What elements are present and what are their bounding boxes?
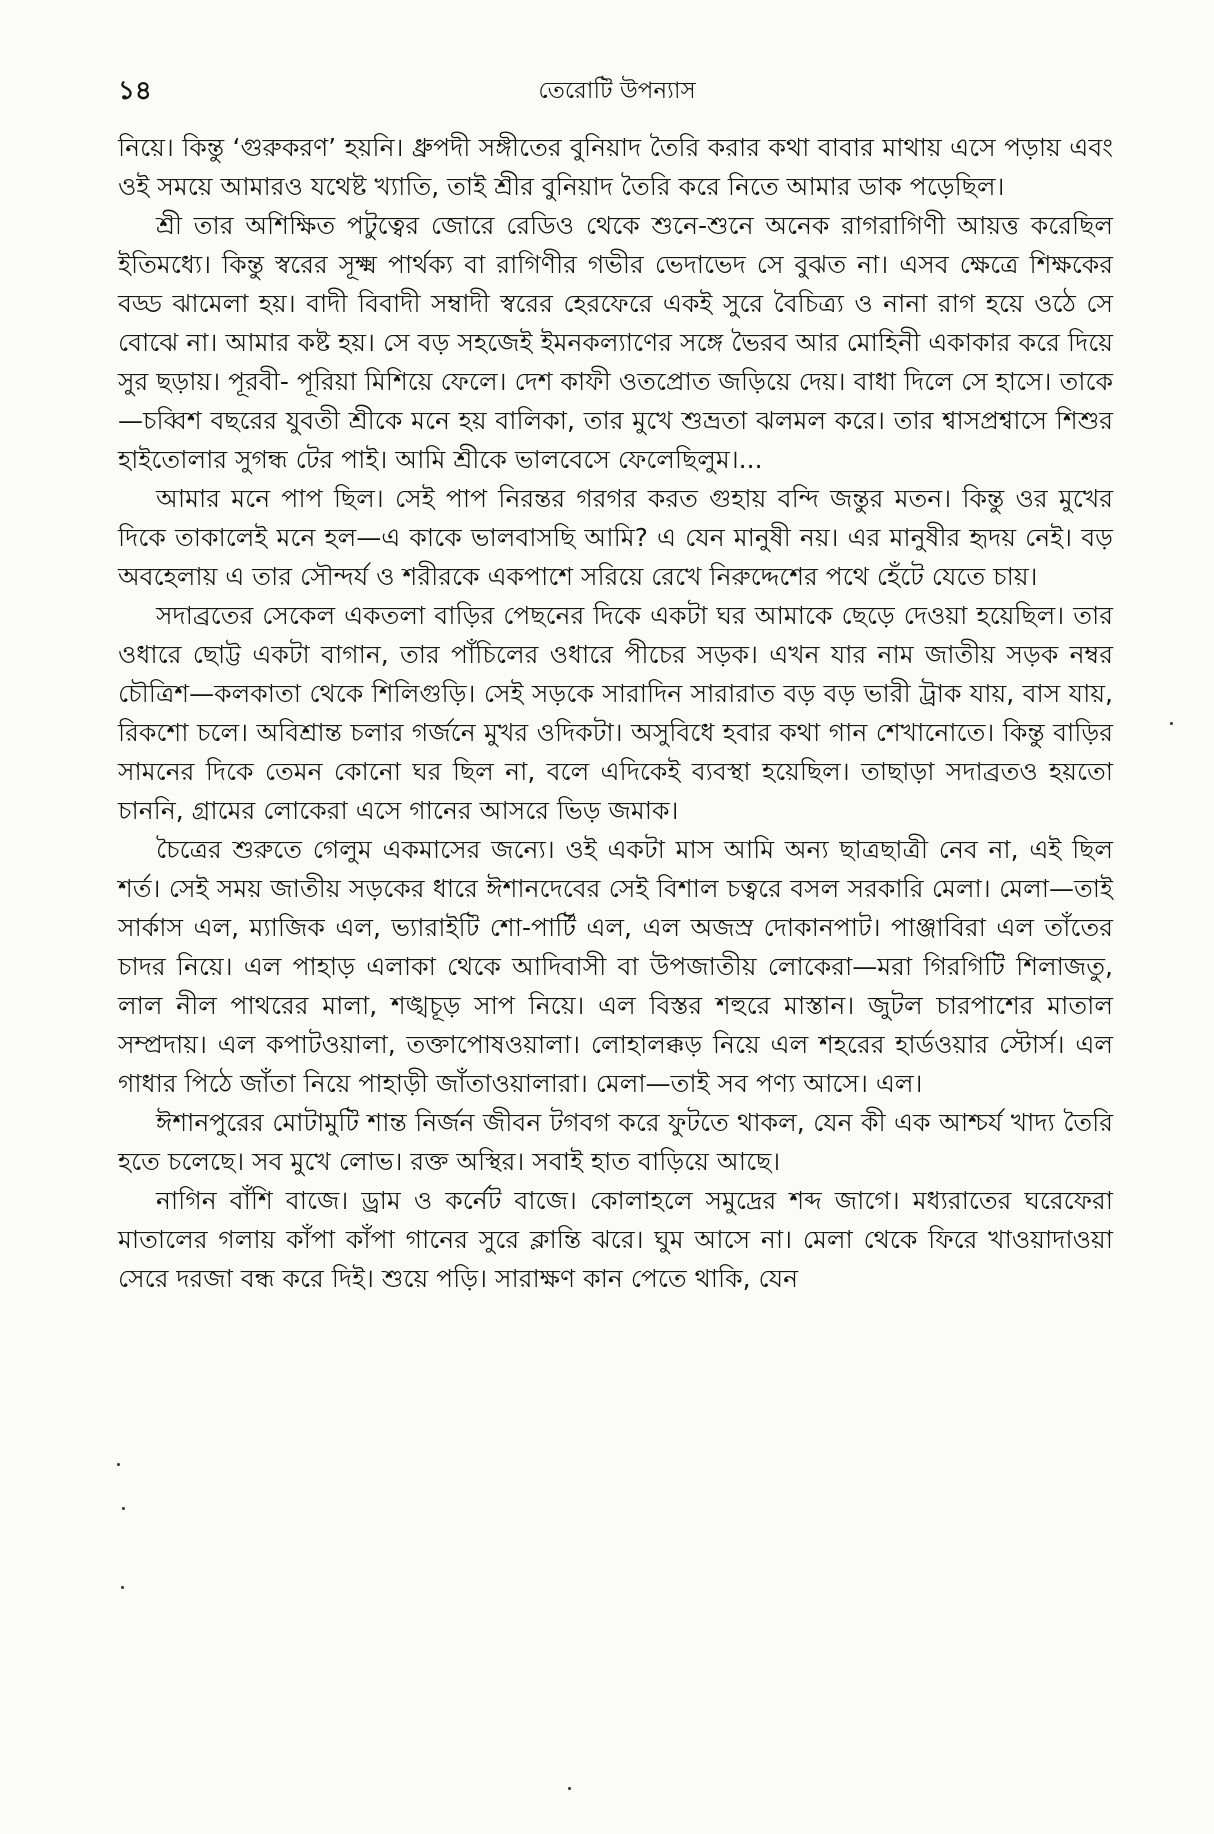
paragraph: নিয়ে। কিন্তু ‘গুরুকরণ’ হয়নি। ধ্রুপদী সঙ্গীতের বুনিয়াদ তৈরি করার কথা বাবার মাথায় এসে পড়ায় এবং ওই সময়ে আমারও যথেষ্ট খ্যাতি, তাই শ্রীর বুনিয়াদ তৈরি করে নিতে আমার ডাক পড়েছিল। bbox=[118, 133, 1113, 201]
paragraph: নাগিন বাঁশি বাজে। ড্রাম ও কর্নেট বাজে। কোলাহলে সমুদ্রের শব্দ জাগে। মধ্যরাতের ঘরেফেরা মাতালের গলায় কাঁপা কাঁপা গানের সুরে ক্লান্তি ঝরে। ঘুম আসে না। মেলা থেকে ফিরে খাওয়াদাওয়া সেরে দরজা বন্ধ করে দিই। শুয়ে পড়ি। সারাক্ষণ কান পেতে থাকি, যেন bbox=[118, 1186, 1113, 1293]
paper-speck bbox=[122, 1507, 125, 1510]
paragraph: ঈশানপুরের মোটামুটি শান্ত নির্জন জীবন টগবগ করে ফুটতে থাকল, যেন কী এক আশ্চর্য খাদ্য তৈরি হতে চলেছে। সব মুখে লোভ। রক্ত অস্থির। সবাই হাত বাড়িয়ে আছে। bbox=[118, 1108, 1113, 1176]
paper-speck bbox=[121, 1586, 124, 1589]
body-text bbox=[118, 128, 1113, 1298]
running-title: তেরোটি উপন্যাস bbox=[538, 78, 696, 104]
paragraph: চৈত্রের শুরুতে গেলুম একমাসের জন্যে। ওই একটা মাস আমি অন্য ছাত্রছাত্রী নেব না, এই ছিল শর্ত। সেই সময় জাতীয় সড়কের ধারে ঈশানদেবের সেই বিশাল চত্বরে বসল সরকারি মেলা। মেলা—তাই সার্কাস এল, ম্যাজিক এল, ভ্যারাইটি শো-পার্টি এল, এল অজস্র দোকানপাট। পাঞ্জাবিরা এল তাঁতের চাদর নিয়ে। এল পাহাড় এলাকা থেকে আদিবাসী বা উপজাতীয় লোকেরা—মরা গিরগিটি শিলাজতু, লাল নীল পাথরের মালা, শঙ্খচূড় সাপ নিয়ে। এল বিস্তর শহুরে মাস্তান। জুটল চারপাশের মাতাল সম্প্রদায়। এল কপাটওয়ালা, তক্তাপোষওয়ালা। লোহালক্কড় নিয়ে এল শহরের হার্ডওয়ার স্টোর্স। এল গাধার পিঠে জাঁতা নিয়ে পাহাড়ী জাঁতাওয়ালারা। মেলা—তাই সব পণ্য আসে। এল। bbox=[118, 835, 1113, 1098]
paper-speck bbox=[117, 1463, 120, 1466]
page-number: ১৪ bbox=[118, 76, 152, 106]
paper-speck bbox=[568, 1787, 571, 1790]
page-header bbox=[118, 70, 1116, 110]
paper-speck bbox=[1170, 722, 1173, 725]
paragraph: আমার মনে পাপ ছিল। সেই পাপ নিরন্তর গরগর করত গুহায় বন্দি জন্তুর মতন। কিন্তু ওর মুখের দিকে তাকালেই মনে হল—এ কাকে ভালবাসছি আমি? এ যেন মানুষী নয়। এর মানুষীর হৃদয় নেই। বড় অবহেলায় এ তার সৌন্দর্য ও শরীরকে একপাশে সরিয়ে রেখে নিরুদ্দেশের পথে হেঁটে যেতে চায়। bbox=[118, 484, 1113, 591]
paragraph: সদাব্রতের সেকেল একতলা বাড়ির পেছনের দিকে একটা ঘর আমাকে ছেড়ে দেওয়া হয়েছিল। তার ওধারে ছোট্ট একটা বাগান, তার পাঁচিলের ওধারে পীচের সড়ক। এখন যার নাম জাতীয় সড়ক নম্বর চৌত্রিশ—কলকাতা থেকে শিলিগুড়ি। সেই সড়কে সারাদিন সারারাত বড় বড় ভারী ট্রাক যায়, বাস যায়, রিকশো চলে। অবিশ্রান্ত চলার গর্জনে মুখর ওদিকটা। অসুবিধে হবার কথা গান শেখানোতে। কিন্তু বাড়ির সামনের দিকে তেমন কোনো ঘর ছিল না, বলে এদিকেই ব্যবস্থা হয়েছিল। তাছাড়া সদাব্রতও হয়তো চাননি, গ্রামের লোকেরা এসে গানের আসরে ভিড় জমাক। bbox=[118, 601, 1113, 825]
paragraph: শ্রী তার অশিক্ষিত পটুত্বের জোরে রেডিও থেকে শুনে-শুনে অনেক রাগরাগিণী আয়ত্ত করেছিল ইতিমধ্যে। কিন্তু স্বরের সূক্ষ্ম পার্থক্য বা রাগিণীর গভীর ভেদাভেদ সে বুঝত না। এসব ক্ষেত্রে শিক্ষকের বড্ড ঝামেলা হয়। বাদী বিবাদী সম্বাদী স্বরের হেরফেরে একই সুরে বৈচিত্র্য ও নানা রাগ হয়ে ওঠে সে বোঝে না। আমার কষ্ট হয়। সে বড় সহজেই ইমনকল্যাণের সঙ্গে ভৈরব আর মোহিনী একাকার করে দিয়ে সুর ছড়ায়। পূরবী- পূরিয়া মিশিয়ে ফেলে। দেশ কাফী ওতপ্রোত জড়িয়ে দেয়। বাধা দিলে সে হাসে। তাকে—চব্বিশ বছরের যুবতী শ্রীকে মনে হয় বালিকা, তার মুখে শুভ্রতা ঝলমল করে। তার শ্বাসপ্রশ্বাসে শিশুর হাইতোলার সুগন্ধ টের পাই। আমি শ্রীকে ভালবেসে ফেলেছিলুম।... bbox=[118, 211, 1113, 474]
